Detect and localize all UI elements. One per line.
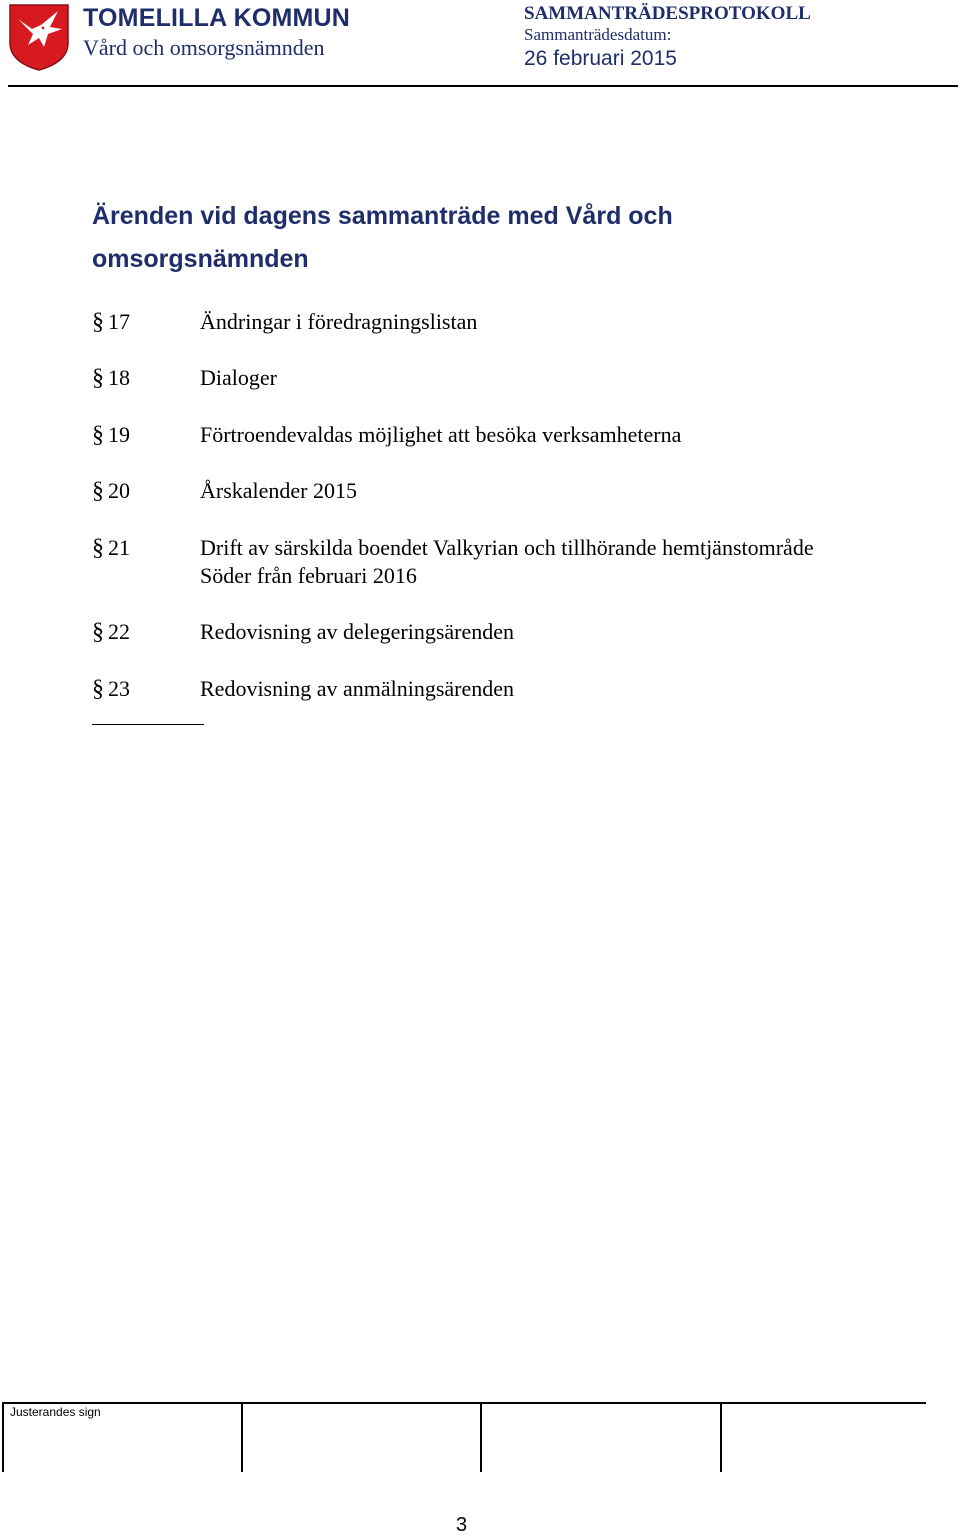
agenda-item-title: Redovisning av delegeringsärenden [200,619,515,644]
signature-cell-divider [480,1402,482,1472]
agenda-item-number: 18 [108,365,130,390]
agenda-item-title: Ändringar i föredragningslistan [200,309,478,334]
signature-label: Justerandes sign [10,1405,101,1419]
agenda-item-title-line: Drift av särskilda boendet Valkyrian och tillhörande hemtjänstområde [200,535,814,560]
page-number: 3 [456,1514,468,1536]
agenda-item-number: 20 [108,478,130,503]
agenda-item-title-line: Söder från februari 2016 [200,563,417,588]
section-symbol: § [92,365,104,391]
agenda-end-rule [92,724,204,725]
agenda-item-title: Förtroendevaldas möjlighet att besöka verksamheterna [200,422,682,447]
header-divider [8,85,958,87]
section-symbol: § [92,676,104,702]
agenda-item-title: Redovisning av anmälningsärenden [200,676,515,701]
section-symbol: § [92,619,104,645]
section-symbol: § [92,535,104,561]
signature-cell-divider [241,1402,243,1472]
protocol-title: SAMMANTRÄDESPROTOKOLL [524,3,811,24]
agenda-item-number: 17 [108,309,130,334]
signature-cell-divider [2,1402,4,1472]
committee-name: Vård och omsorgsnämnden [83,35,325,60]
signature-cell-divider [720,1402,722,1472]
signature-box-top-line [2,1402,926,1404]
page-header [0,0,960,90]
agenda-item-number: 23 [108,676,130,701]
meeting-date-label: Sammanträdesdatum: [524,25,672,44]
organization-name: TOMELILLA KOMMUN [83,4,351,32]
agenda-item-number: 21 [108,535,130,560]
section-symbol: § [92,309,104,335]
agenda-item-title: Dialoger [200,365,277,390]
meeting-date-value: 26 februari 2015 [524,47,677,70]
agenda-item-number: 22 [108,619,130,644]
section-symbol: § [92,422,104,448]
signature-box [2,1402,926,1472]
coat-of-arms-bird-icon [8,3,70,71]
page-title: Ärenden vid dagens sammanträde med Vård och omsorgsnämnden [92,202,673,273]
section-symbol: § [92,478,104,504]
agenda-item-number: 19 [108,422,130,447]
agenda-item-title: Årskalender 2015 [200,478,358,503]
